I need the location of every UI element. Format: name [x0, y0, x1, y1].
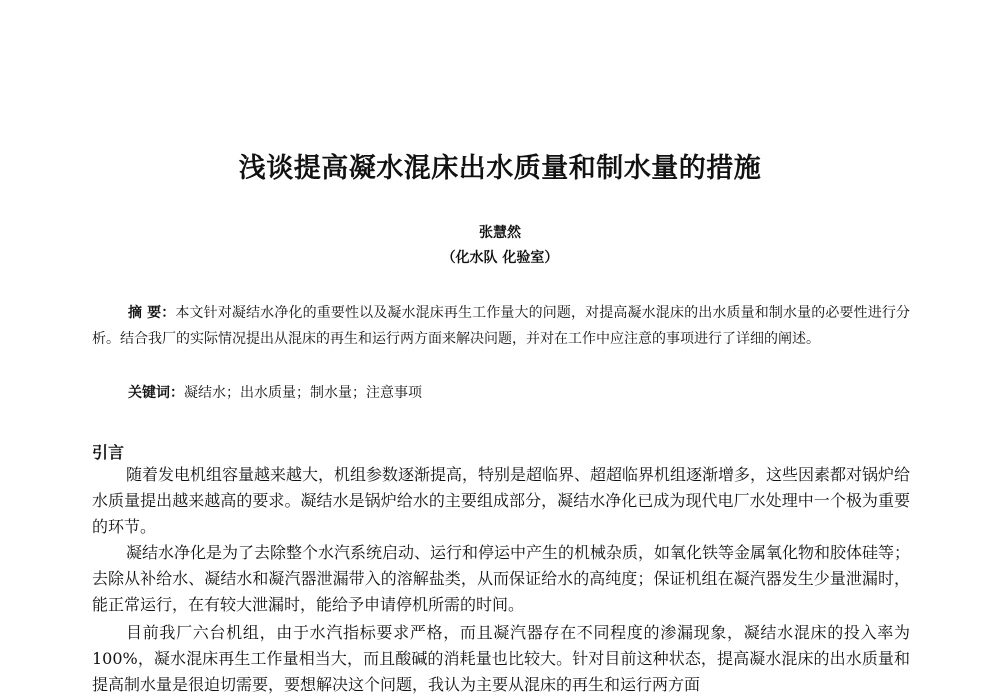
author-affiliation: （化水队 化验室） — [441, 250, 559, 266]
paper-title: 浅谈提高凝水混床出水质量和制水量的措施 — [238, 153, 762, 184]
abstract — [92, 300, 910, 352]
body-paragraph: 随着发电机组容量越来越大，机组参数逐渐提高，特别是超临界、超超临界机组逐渐增多，这些因素都对锅炉给水质量提出越来越高的要求。凝结水是锅炉给水的主要组成部分，凝结水净化已成为现代电厂水处理中一个极为重要的环节。 — [92, 465, 911, 536]
author-name: 张慧然 — [479, 225, 521, 241]
body-paragraph: 凝结水净化是为了去除整个水汽系统启动、运行和停运中产生的机械杂质，如氧化铁等金属氧化物和胶体硅等；去除从补给水、凝结水和凝汽器泄漏带入的溶解盐类，从而保证给水的高纯度；保证机组在凝汽器发生少量泄漏时，能正常运行，在有较大泄漏时，能给予申请停机所需的时间。 — [92, 543, 911, 614]
keywords-label: 关键词： — [128, 385, 184, 401]
abstract-text: 本文针对凝结水净化的重要性以及凝水混床再生工作量大的问题，对提高凝水混床的出水质量和制水量的必要性进行分析。结合我厂的实际情况提出从混床的再生和运行两方面来解决问题，并对在工作中应注意的事项进行了详细的阐述。 — [92, 305, 911, 347]
keywords — [128, 380, 910, 406]
body-paragraph: 目前我厂六台机组，由于水汽指标要求严格，而且凝汽器存在不同程度的渗漏现象，凝结水混床的投入率为 100%，凝水混床再生工作量相当大，而且酸碱的消耗量也比较大。针对目前这种状态，提高凝水混床的出水质量和提高制水量是很迫切需要，要想解决这个问题，我认为主要从混床的再生和运行两方面 — [92, 623, 910, 694]
section-heading-introduction: 引言 — [92, 443, 125, 462]
abstract-label: 摘 要： — [128, 305, 176, 321]
keywords-text: 凝结水；出水质量；制水量；注意事项 — [184, 385, 422, 401]
